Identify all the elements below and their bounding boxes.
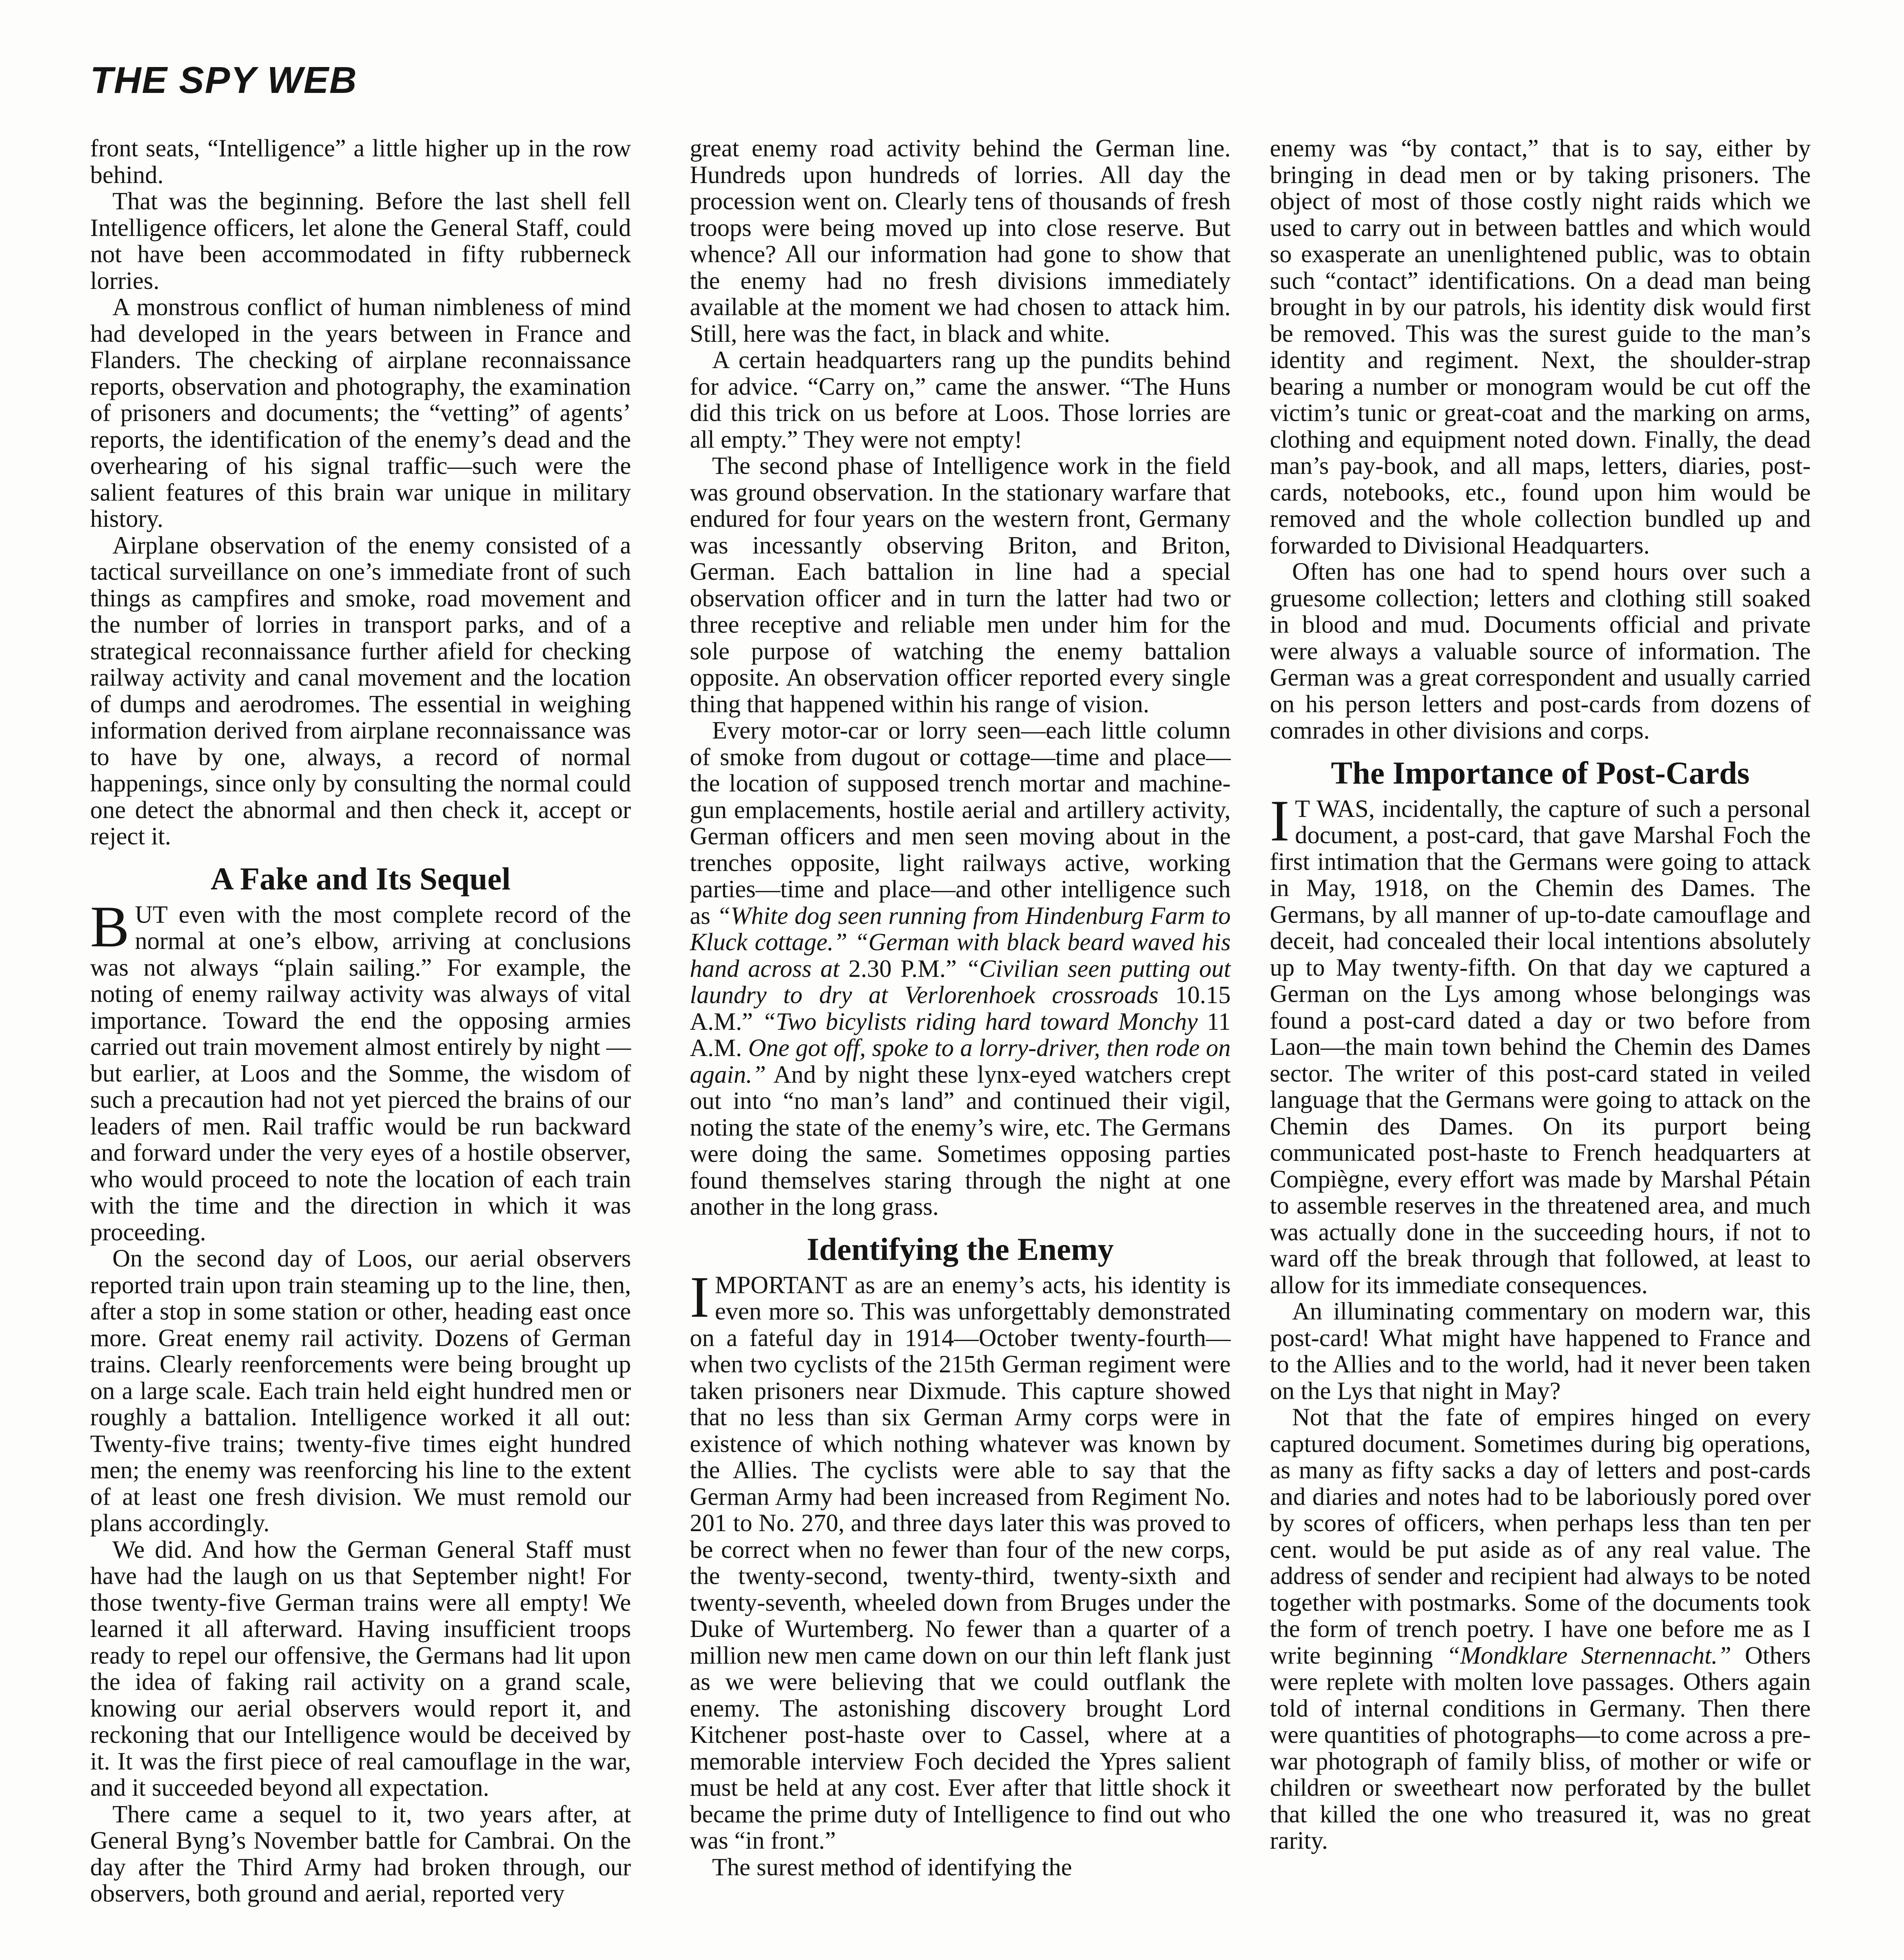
quote: “Two bicylists riding hard toward Monchy	[762, 1007, 1198, 1035]
running-title: THE SPY WEB	[90, 59, 357, 101]
paragraph-text: T WAS, incidentally, the capture of such a personal document, a post-card, that gave Marshal Foch the first intimation that the Germans were going to attack in May, 1918, on the Chemin des Dames. The Germans, by all manner of up-to-date camouflage and deceit, had concealed their local intentions absolutely up to May twenty-fifth. On that day we captured a German on the Lys among whose belongings was found a post-card dated a day or two before from Laon—the main town behind the Chemin des Dames sector. The writer of this post-card stated in veiled language that the Germans were going to attack on the Chemin des Dames. On its purport being communicated post-haste to French headquarters at Compiègne, every effort was made by Marshal Pétain to assemble reserves in the threatened area, and much was actually done in the succeeding hours, if not to ward off the break through that followed, at least to allow for its immediate consequences.	[1270, 795, 1811, 1299]
quote: “Mondklare Sternennacht.”	[1446, 1641, 1732, 1669]
quote: One got off, spoke to a lorry-driver, then rode on again.”	[690, 1034, 1231, 1088]
paragraph	[690, 1264, 1231, 1854]
time-suffix: A.M.	[690, 1034, 742, 1062]
paragraph	[1270, 788, 1811, 1299]
paragraph: An illuminating commentary on modern war, this post-card! What might have happened to France and to the Allies and to the world, had it never been taken on the Lys that night in May?	[1270, 1298, 1811, 1405]
quote: “German with black beard waved his hand across at	[690, 928, 1231, 982]
paragraph: The second phase of Intelligence work in the field was ground observation. In the stationary warfare that endured for four years on the western front, Germany was incessantly observing Briton, and Briton, German. Each battalion in line had a special observation officer and in turn the latter had two or three receptive and reliable men under him for the sole purpose of watching the enemy battalion opposite. An observation officer reported every single thing that happened within his range of vision.	[690, 452, 1231, 718]
paragraph	[90, 894, 631, 1246]
drop-cap: B	[90, 894, 130, 959]
paragraph: great enemy road activity behind the German line. Hundreds upon hundreds of lorries. All day the procession went on. Clearly tens of thousands of fresh troops were being moved up into close reserve. But whence? All our information had gone to show that the enemy had no fresh divisions immediately available at the moment we had chosen to attack him. Still, here was the fact, in black and white.	[690, 134, 1231, 347]
paragraph: We did. And how the German General Staff must have had the laugh on us that September night! For those twenty-five German trains were all empty! We learned it all afterward. Having insufficient troops ready to repel our offensive, the Germans had lit upon the idea of faking rail activity on a grand scale, knowing our aerial observers would report it, and reckoning that our Intelligence would be deceived by it. It was the first piece of real camouflage in the war, and it succeeded beyond all expectation.	[90, 1535, 631, 1801]
section-heading-fake-sequel: A Fake and Its Sequel	[210, 860, 511, 897]
time: 11	[1207, 1007, 1231, 1035]
article-column-1	[90, 135, 631, 1960]
section-heading-identifying-enemy: Identifying the Enemy	[807, 1231, 1114, 1267]
time-suffix: A.M.”	[690, 1007, 753, 1035]
paragraph: That was the beginning. Before the last shell fell Intelligence officers, let alone the General Staff, could not have been accommodated in fifty rubberneck lorries.	[90, 187, 631, 294]
paragraph: front seats, “Intelligence” a little higher up in the row behind.	[90, 134, 631, 189]
paragraph: A certain headquarters rang up the pundits behind for advice. “Carry on,” came the answer. “The Huns did this trick on us before at Loos. Those lorries are all empty.” They were not empty!	[690, 346, 1231, 453]
drop-cap: I	[690, 1264, 709, 1330]
paragraph: enemy was “by contact,” that is to say, either by bringing in dead men or by taking prisoners. The object of most of those costly night raids which we used to carry out in between battles and which would so exasperate an unenlightened public, was to obtain such “contact” identifications. On a dead man being brought in by our patrols, his identity disk would first be removed. This was the surest guide to the man’s identity and regiment. Next, the shoulder-strap bearing a number or monogram would be cut off the victim’s tunic or great-coat and the marking on arms, clothing and equipment noted down. Finally, the dead man’s pay-book, and all maps, letters, diaries, post-cards, notebooks, etc., found upon him would be removed and the whole collection bundled up and forwarded to Divisional Headquarters.	[1270, 134, 1811, 559]
article-column-3	[1270, 135, 1811, 1960]
paragraph: A monstrous conflict of human nimbleness of mind had developed in the years between in France and Flanders. The checking of airplane reconnaissance reports, observation and photography, the examination of prisoners and documents; the “vetting” of agents’ reports, the identification of the enemy’s dead and the overhearing of his signal traffic—such were the salient features of this brain war unique in military history.	[90, 293, 631, 532]
quote: “Civilian seen putting out laundry to dry at Verlorenhoek crossroads	[690, 955, 1231, 1009]
paragraph-text: Others were replete with molten love passages. Others again told of internal conditions in Germany. Then there were quantities of photographs—to come across a pre-war photograph of family bliss, of mother or wife or children or sweetheart now perforated by the bullet that killed the one who treasured it, was no great rarity.	[1270, 1641, 1811, 1854]
paragraph-text: Every motor-car or lorry seen—each little column of smoke from dugout or cottage—time and place—the location of supposed trench mortar and machine-gun emplacements, hostile aerial and artillery activity, German officers and men seen moving about in the trenches opposite, light railways active, working parties—time and place—and other intelligence such as	[690, 717, 1231, 929]
paragraph: There came a sequel to it, two years after, at General Byng’s November battle for Cambrai. On the day after the Third Army had broken through, our observers, both ground and aerial, reported very	[90, 1800, 631, 1907]
paragraph-text: UT even with the most complete record of the normal at one’s elbow, arriving at conclusions was not always “plain sailing.” For example, the noting of enemy railway activity was always of vital importance. Toward the end the opposing armies carried out train movement almost entirely by night — but earlier, at Loos and the Somme, the wisdom of such a precaution had not yet pierced the brains of our leaders of men. Rail traffic would be run backward and forward under the very eyes of a hostile observer, who would proceed to note the location of each train with the time and the direction in which it was proceeding.	[90, 900, 631, 1246]
paragraph	[690, 717, 1231, 1220]
paragraph	[1270, 1404, 1811, 1854]
paragraph-text: And by night these lynx-eyed watchers crept out into “no man’s land” and continued their vigil, noting the state of the enemy’s wire, etc. The Germans were doing the same. Sometimes opposing parties found themselves staring through the night at one another in the long grass.	[690, 1060, 1231, 1220]
quote: “White dog seen running from Hindenburg Farm to Kluck cottage.”	[690, 902, 1231, 956]
time: 2.30	[848, 955, 892, 982]
time: 10.15	[1175, 981, 1231, 1009]
paragraph-text: MPORTANT as are an enemy’s acts, his identity is even more so. This was unforgettably demonstrated on a fateful day in 1914—October twenty-fourth—when two cyclists of the 215th German regiment were taken prisoners near Dixmude. This capture showed that no less than six German Army corps were in existence of which nothing whatever was known by the Allies. The cyclists were able to say that the German Army had been increased from Regiment No. 201 to No. 270, and three days later this was proved to be correct when no fewer than four of the new corps, the twenty-second, twenty-third, twenty-sixth and twenty-seventh, wheeled down from Bruges under the Duke of Wurtemberg. No fewer than a quarter of a million new men came down on our thin left flank just as we were believing that we could outflank the enemy. The astonishing discovery brought Lord Kitchener post-haste over to Cassel, where at a memorable interview Foch decided the Ypres salient must be held at any cost. Ever after that little shock it became the prime duty of Intelligence to find out who was “in front.”	[690, 1271, 1231, 1854]
paragraph: Often has one had to spend hours over such a gruesome collection; letters and clothing still soaked in blood and mud. Documents official and private were always a valuable source of information. The German was a great correspondent and usually carried on his person letters and post-cards from dozens of comrades in other divisions and corps.	[1270, 558, 1811, 744]
paragraph: Airplane observation of the enemy consisted of a tactical surveillance on one’s immediate front of such things as campfires and smoke, road movement and the number of lorries in transport parks, and of a strategical reconnaissance further afield for checking railway activity and canal movement and the location of dumps and aerodromes. The essential in weighing information derived from airplane reconnaissance was to have by one, always, a record of normal happenings, since only by consulting the normal could one detect the abnormal and then check it, accept or reject it.	[90, 531, 631, 850]
drop-cap: I	[1270, 788, 1289, 853]
time-suffix: P.M.”	[900, 955, 957, 982]
paragraph-text: Not that the fate of empires hinged on every captured document. Sometimes during big operations, as many as fifty sacks a day of letters and post-cards and diaries and notes had to be laboriously pored over by scores of officers, when perhaps less than ten per cent. would be put aside as of any real value. The address of sender and recipient had always to be noted together with postmarks. Some of the documents took the form of trench poetry. I have one before me as I write beginning	[1270, 1403, 1811, 1669]
article-column-2	[690, 135, 1231, 1960]
paragraph: The surest method of identifying the	[712, 1853, 1072, 1881]
section-heading-post-cards: The Importance of Post-Cards	[1331, 755, 1750, 791]
paragraph: On the second day of Loos, our aerial observers reported train upon train steaming up to the line, then, after a stop in some station or other, heading east once more. Great enemy rail activity. Dozens of German trains. Clearly reenforcements were being brought up on a large scale. Each train held eight hundred men or roughly a battalion. Intelligence worked it all out: Twenty-five trains; twenty-five times eight hundred men; the enemy was reenforcing his line to the extent of at least one fresh division. We must remold our plans accordingly.	[90, 1245, 631, 1537]
